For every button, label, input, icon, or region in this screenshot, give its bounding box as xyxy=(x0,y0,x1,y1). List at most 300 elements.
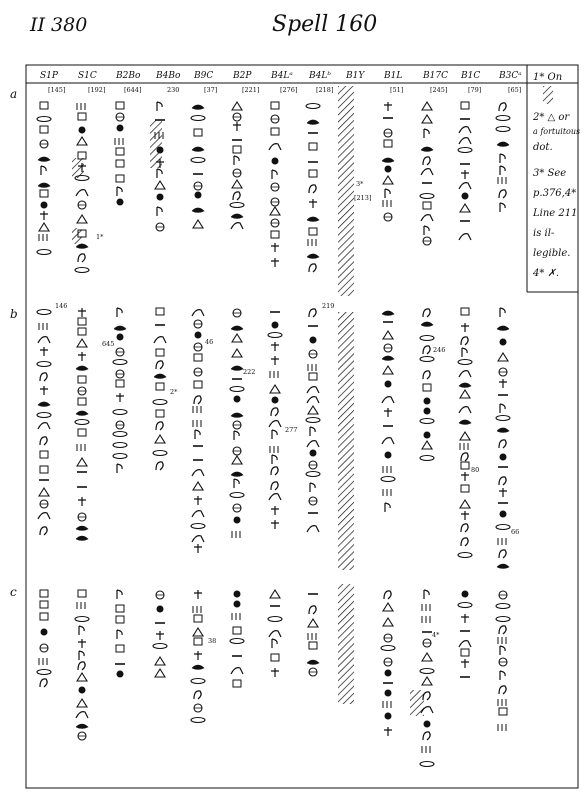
glyph-sign xyxy=(496,617,510,622)
glyph-sign xyxy=(191,116,205,121)
glyph-sign xyxy=(499,379,507,388)
glyph-sign xyxy=(232,531,240,538)
glyph-sign xyxy=(194,638,202,645)
glyph-sign xyxy=(309,228,317,235)
glyph-sign xyxy=(500,203,505,212)
hieroglyph-columns xyxy=(37,102,510,767)
footnote-line: 3* See xyxy=(533,168,567,179)
glyph-sign xyxy=(192,665,204,670)
glyph-sign xyxy=(231,472,243,477)
glyph-sign xyxy=(383,331,393,339)
glyph-sign xyxy=(384,727,392,736)
glyph-sign xyxy=(422,115,432,123)
glyph-sign xyxy=(78,318,86,325)
glyph-sign xyxy=(423,202,431,209)
column-header: B1C xyxy=(461,71,481,81)
glyph-sign xyxy=(194,396,201,404)
glyph-sign xyxy=(423,309,430,317)
glyph-sign xyxy=(76,411,88,416)
glyph-sign xyxy=(79,626,84,635)
glyph-sign xyxy=(271,243,279,252)
glyph-sign xyxy=(499,190,506,198)
glyph-sign xyxy=(499,488,507,497)
glyph-sign xyxy=(77,137,87,145)
glyph-sign xyxy=(78,590,86,597)
glyph-sign xyxy=(498,724,506,731)
glyph-sign xyxy=(191,524,205,529)
glyph-sign xyxy=(459,407,471,413)
glyph-sign xyxy=(153,644,167,649)
glyph-sign xyxy=(499,103,506,111)
glyph-sign xyxy=(272,430,277,439)
glyph-sign xyxy=(78,639,86,648)
glyph-sign xyxy=(460,443,468,450)
glyph-sign xyxy=(113,432,127,437)
glyph-sign xyxy=(271,482,278,490)
glyph-sign xyxy=(461,170,469,179)
footnote-line: Line 211 xyxy=(533,208,578,219)
section-labels xyxy=(10,87,18,599)
glyph-sign xyxy=(116,175,124,182)
glyph-sign xyxy=(192,511,204,517)
glyph-sign xyxy=(230,493,244,498)
glyph-sign xyxy=(78,308,86,317)
glyph-sign xyxy=(496,116,510,121)
glyph-sign xyxy=(307,387,319,393)
glyph-sign xyxy=(234,156,239,165)
glyph-sign xyxy=(458,603,472,608)
glyph-sign xyxy=(269,144,281,150)
glyph-sign xyxy=(499,708,507,715)
glyph-sign xyxy=(37,117,51,122)
glyph-sign xyxy=(307,526,319,532)
glyph-sign xyxy=(117,464,122,473)
glyph-sign xyxy=(422,441,432,449)
column-header: B2Bo xyxy=(116,71,141,81)
glyph-sign xyxy=(234,396,241,403)
glyph-sign xyxy=(77,699,87,707)
ref-b-b1c: 80 xyxy=(471,466,480,474)
glyph-sign xyxy=(116,380,124,387)
glyph-sign xyxy=(420,357,434,362)
glyph-sign xyxy=(460,204,470,212)
ref-c-b9c: 38 xyxy=(208,637,217,645)
glyph-sign xyxy=(461,337,468,345)
glyph-sign xyxy=(37,413,51,418)
glyph-sign xyxy=(498,353,508,361)
glyph-sign xyxy=(459,138,471,144)
section-a-label: a xyxy=(10,87,18,101)
glyph-sign xyxy=(194,496,202,505)
glyph-sign xyxy=(117,308,122,317)
glyph-sign xyxy=(77,673,87,681)
glyph-sign xyxy=(500,404,505,413)
column-header: B4Bo xyxy=(156,71,181,81)
spell-title: Spell 160 xyxy=(272,12,378,37)
glyph-sign xyxy=(232,334,242,342)
glyph-sign xyxy=(461,524,468,532)
glyph-sign xyxy=(310,337,317,344)
glyph-sign xyxy=(194,691,201,699)
glyph-sign xyxy=(382,397,394,403)
glyph-sign xyxy=(153,451,167,456)
glyph-sign xyxy=(272,639,277,648)
column-header: B3Cᵃ xyxy=(499,71,522,81)
glyph-sign xyxy=(117,590,122,599)
glyph-sign xyxy=(381,646,395,651)
ref-b-s1p: 146 xyxy=(55,302,68,310)
glyph-sign xyxy=(116,148,124,155)
glyph-sign xyxy=(461,472,469,481)
glyph-sign xyxy=(78,152,86,159)
glyph-sign xyxy=(459,641,471,647)
footnote-line: 1* On xyxy=(533,72,563,83)
glyph-sign xyxy=(306,472,320,477)
glyph-sign xyxy=(116,616,124,623)
glyph-sign xyxy=(500,154,505,163)
glyph-sign xyxy=(306,104,320,109)
glyph-sign xyxy=(270,446,278,453)
glyph-sign xyxy=(423,157,430,165)
glyph-sign xyxy=(37,670,51,675)
column-header: S1C xyxy=(78,71,97,81)
column-headers xyxy=(40,71,522,81)
glyph-sign xyxy=(77,602,85,609)
glyph-sign xyxy=(156,383,164,390)
glyph-sign xyxy=(385,166,392,173)
glyph-sign xyxy=(385,670,392,677)
glyph-sign xyxy=(37,310,51,315)
ref-b-b4lb: 219 xyxy=(322,302,335,310)
glyph-sign xyxy=(272,397,279,404)
glyph-sign xyxy=(117,671,124,678)
glyph-sign xyxy=(191,679,205,684)
glyph-sign xyxy=(383,603,393,611)
glyph-sign xyxy=(157,169,162,178)
glyph-sign xyxy=(39,488,49,496)
glyph-sign xyxy=(191,158,205,163)
glyph-sign xyxy=(231,366,243,371)
glyph-sign xyxy=(117,630,122,639)
glyph-sign xyxy=(269,421,281,427)
glyph-sign xyxy=(194,615,202,622)
ref-b-b3c: 66 xyxy=(511,528,520,536)
glyph-sign xyxy=(461,649,469,656)
column-header: B17C xyxy=(423,71,448,81)
glyph-sign xyxy=(79,687,86,694)
glyph-sign xyxy=(309,309,316,317)
ref-a-b4bo: 230 xyxy=(167,86,180,94)
glyph-sign xyxy=(40,451,48,458)
glyph-sign xyxy=(195,430,200,439)
glyph-sign xyxy=(39,234,47,241)
glyph-sign xyxy=(270,385,280,393)
glyph-sign xyxy=(308,619,318,627)
glyph-sign xyxy=(156,410,164,417)
glyph-sign xyxy=(233,627,241,634)
note-a-b1l: 3* xyxy=(356,180,364,188)
glyph-sign xyxy=(78,497,86,506)
glyph-sign xyxy=(383,176,393,184)
ref-b-b4la: 277 xyxy=(285,426,298,434)
glyph-sign xyxy=(421,322,433,327)
glyph-sign xyxy=(193,606,201,613)
glyph-sign xyxy=(497,428,509,433)
glyph-sign xyxy=(78,254,85,262)
glyph-sign xyxy=(113,454,127,459)
glyph-sign xyxy=(424,432,431,439)
ref-a-b17c: [245] xyxy=(430,86,448,94)
glyph-sign xyxy=(192,208,204,213)
glyph-sign xyxy=(39,658,47,665)
glyph-sign xyxy=(40,590,48,597)
glyph-sign xyxy=(500,166,505,175)
glyph-sign xyxy=(79,127,86,134)
glyph-sign xyxy=(194,544,202,553)
glyph-sign xyxy=(117,125,124,132)
glyph-sign xyxy=(194,381,202,388)
glyph-sign xyxy=(420,762,434,767)
glyph-sign xyxy=(195,332,202,339)
line-references xyxy=(48,86,521,645)
glyph-sign xyxy=(500,511,507,518)
glyph-sign xyxy=(233,146,241,153)
glyph-sign xyxy=(462,348,467,357)
glyph-sign xyxy=(38,513,50,519)
glyph-sign xyxy=(38,183,50,188)
glyph-sign xyxy=(272,158,279,165)
table-frame xyxy=(26,65,581,788)
glyph-sign xyxy=(462,591,469,598)
glyph-sign xyxy=(77,339,87,347)
glyph-sign xyxy=(156,349,164,356)
glyph-sign xyxy=(422,677,432,685)
ref-b-b2p: 222 xyxy=(243,368,256,376)
glyph-sign xyxy=(195,192,202,199)
glyph-sign xyxy=(423,384,431,391)
glyph-sign xyxy=(410,690,424,716)
glyph-sign xyxy=(113,410,127,415)
glyph-sign xyxy=(458,553,472,558)
glyph-sign xyxy=(40,373,47,381)
glyph-sign xyxy=(76,712,88,718)
glyph-sign xyxy=(310,450,317,457)
glyph-sign xyxy=(193,482,203,490)
glyph-sign xyxy=(78,398,86,405)
glyph-sign xyxy=(385,189,390,198)
glyph-sign xyxy=(271,102,279,109)
glyph-sign xyxy=(383,200,391,207)
glyph-sign xyxy=(498,699,506,706)
glyph-sign xyxy=(385,713,392,720)
ref-b-b9c: 46 xyxy=(205,338,214,346)
column-header: B4Lᵃ xyxy=(271,71,293,81)
glyph-sign xyxy=(231,668,243,674)
glyph-sign xyxy=(157,102,162,111)
glyph-sign xyxy=(116,160,124,167)
glyph-sign xyxy=(154,374,166,379)
glyph-sign xyxy=(383,618,393,626)
footnote-line: legible. xyxy=(533,248,571,259)
glyph-sign xyxy=(384,140,392,147)
glyph-sign xyxy=(459,371,471,377)
glyph-sign xyxy=(232,102,242,110)
ref-a-b9c: [37] xyxy=(204,86,218,94)
glyph-sign xyxy=(192,147,204,152)
glyph-sign xyxy=(496,416,510,421)
glyph-sign xyxy=(499,686,506,694)
glyph-sign xyxy=(153,400,167,405)
glyph-sign xyxy=(194,129,202,136)
glyph-sign xyxy=(424,398,431,405)
glyph-sign xyxy=(75,268,89,273)
glyph-sign xyxy=(75,617,89,622)
glyph-sign xyxy=(268,617,282,622)
glyph-sign xyxy=(309,264,316,272)
glyph-sign xyxy=(458,360,472,365)
glyph-sign xyxy=(421,147,433,152)
glyph-sign xyxy=(309,170,317,177)
ref-a-s1c: [192] xyxy=(88,86,106,94)
glyph-sign xyxy=(116,393,124,402)
glyph-sign xyxy=(155,657,165,665)
glyph-sign xyxy=(461,614,469,623)
glyph-sign xyxy=(37,250,51,255)
glyph-sign xyxy=(461,323,469,332)
glyph-sign xyxy=(193,220,203,228)
glyph-sign xyxy=(192,310,204,316)
glyph-sign xyxy=(460,500,470,508)
glyph-sign xyxy=(423,346,430,354)
glyph-sign xyxy=(77,215,87,223)
glyph-sign xyxy=(156,361,163,369)
glyph-sign xyxy=(194,651,202,660)
glyph-sign xyxy=(498,637,506,644)
glyph-sign xyxy=(459,234,471,240)
glyph-sign xyxy=(272,170,277,179)
glyph-sign xyxy=(308,239,316,246)
glyph-sign xyxy=(497,142,509,147)
glyph-sign xyxy=(193,420,201,427)
glyph-sign xyxy=(192,470,204,476)
glyph-sign xyxy=(234,517,241,524)
glyph-sign xyxy=(499,550,506,558)
glyph-sign xyxy=(307,660,319,665)
glyph-sign xyxy=(194,354,202,361)
footnotes xyxy=(532,72,580,279)
glyph-sign xyxy=(461,511,469,520)
glyph-sign xyxy=(78,113,86,120)
column-header: B9C xyxy=(194,71,214,81)
glyph-sign xyxy=(381,477,395,482)
glyph-sign xyxy=(383,489,391,496)
glyph-sign xyxy=(270,207,280,215)
glyph-sign xyxy=(385,503,390,512)
glyph-sign xyxy=(309,185,316,193)
ref-c-b17c: 4* xyxy=(432,631,440,639)
glyph-sign xyxy=(271,128,279,135)
glyph-sign xyxy=(155,181,165,189)
glyph-sign xyxy=(192,105,204,110)
glyph-sign xyxy=(78,662,85,670)
glyph-sign xyxy=(384,591,391,599)
glyph-sign xyxy=(309,606,316,614)
glyph-sign xyxy=(150,120,162,168)
glyph-sign xyxy=(424,408,431,415)
glyph-sign xyxy=(232,456,242,464)
glyph-sign xyxy=(39,223,49,231)
glyph-sign xyxy=(40,613,48,620)
glyph-sign xyxy=(40,386,48,395)
glyph-sign xyxy=(117,187,122,196)
glyph-sign xyxy=(156,308,164,315)
glyph-sign xyxy=(307,217,319,222)
glyph-sign xyxy=(233,680,241,687)
glyph-sign xyxy=(231,326,243,331)
glyph-sign xyxy=(78,429,86,436)
ref-a-b1l: [51] xyxy=(390,86,404,94)
glyph-sign xyxy=(114,326,126,331)
glyph-sign xyxy=(41,629,48,636)
ref-a-b4lb: [218] xyxy=(316,86,334,94)
glyph-sign xyxy=(78,376,86,383)
glyph-sign xyxy=(40,126,48,133)
glyph-sign xyxy=(383,701,391,708)
ref-a-b4la: [276] xyxy=(280,86,298,94)
glyph-sign xyxy=(116,645,124,652)
glyph-sign xyxy=(194,590,202,599)
glyph-sign xyxy=(308,633,316,640)
glyph-sign xyxy=(113,443,127,448)
column-header: B1Y xyxy=(346,71,365,81)
glyph-sign xyxy=(423,732,430,740)
glyph-sign xyxy=(156,631,164,640)
glyph-sign xyxy=(461,453,468,461)
glyph-sign xyxy=(78,352,86,361)
ref-a-b2bo: [644] xyxy=(124,86,142,94)
glyph-sign xyxy=(113,360,127,365)
glyph-sign xyxy=(384,408,392,417)
glyph-sign xyxy=(382,356,394,361)
glyph-sign xyxy=(500,671,505,680)
glyph-sign xyxy=(420,419,434,424)
glyph-sign xyxy=(37,362,51,367)
glyph-sign xyxy=(75,420,89,425)
footnote-line: a fortuitous xyxy=(533,127,581,136)
glyph-sign xyxy=(461,485,469,492)
glyph-sign xyxy=(231,413,243,418)
glyph-sign xyxy=(421,215,433,221)
glyph-sign xyxy=(191,718,205,723)
glyph-sign xyxy=(500,454,507,461)
ref-b-b4bo: 2* xyxy=(170,388,178,396)
glyph-sign xyxy=(40,211,48,220)
glyph-sign xyxy=(271,408,278,416)
glyph-sign xyxy=(155,669,165,677)
glyph-sign xyxy=(230,639,244,644)
glyph-sign xyxy=(271,356,279,365)
glyph-sign xyxy=(40,466,48,473)
glyph-sign xyxy=(233,122,241,131)
glyph-sign xyxy=(497,564,509,569)
glyph-sign xyxy=(271,668,279,677)
glyph-sign xyxy=(461,462,469,469)
glyph-sign xyxy=(459,183,471,189)
glyph-sign xyxy=(234,591,241,598)
glyph-sign xyxy=(192,536,204,542)
glyph-sign xyxy=(459,383,471,388)
glyph-sign xyxy=(308,364,316,371)
